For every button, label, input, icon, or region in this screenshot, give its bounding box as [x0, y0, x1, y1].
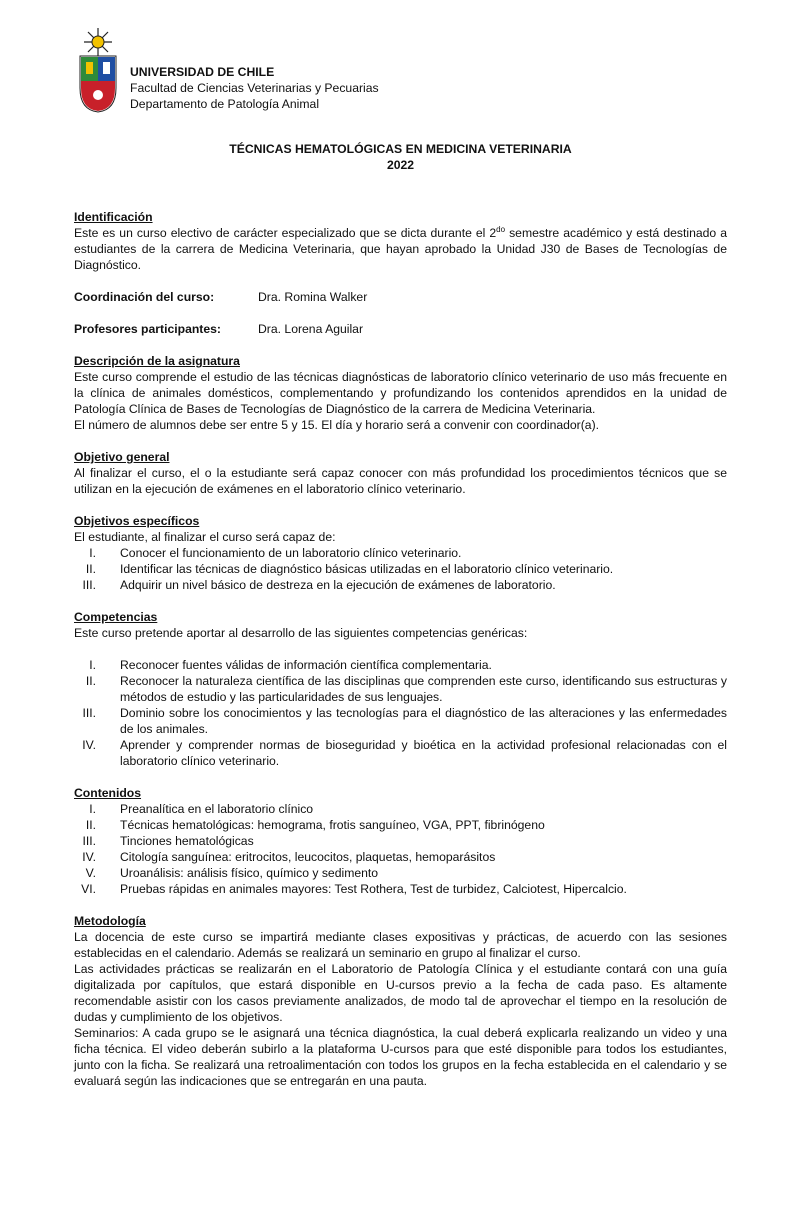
coordinacion-row: [74, 289, 727, 305]
section-text: Las actividades prácticas se realizarán en el Laboratorio de Patología Clínica y el estudiante contará con una guía digitalizada por capítulos, que estará disponible en U-cursos previo a la fecha de cada paso. Es altamente recomendable asistir con los casos previamente analizados, de modo tal de aprovechar el tiempo en la resolución de dudas y cumplimiento de los objetivos.: [74, 962, 727, 1024]
section-heading: Metodología: [74, 914, 146, 928]
list-item: II. Identificar las técnicas de diagnóstico básicas utilizadas en el laboratorio clínico veterinario.: [85, 562, 614, 576]
profesores-row: [74, 321, 727, 337]
profesores-value: Dra. Lorena Aguilar: [258, 322, 364, 336]
section-identificacion: [74, 209, 727, 273]
document-header: [74, 26, 727, 126]
competencias-list: [74, 657, 727, 769]
list-item: IV. Aprender y comprender normas de bioseguridad y bioética en la actividad profesional relacionadas con el laboratorio clínico veterinario.: [82, 738, 727, 768]
section-text: El número de alumnos debe ser entre 5 y 15. El día y horario será a convenir con coordinador(a).: [74, 418, 600, 432]
section-objetivo-general: [74, 449, 727, 497]
section-competencias: [74, 609, 727, 769]
list-item: II. Técnicas hematológicas: hemograma, frotis sanguíneo, VGA, PPT, fibrinógeno: [85, 818, 545, 832]
section-objetivos-especificos: [74, 513, 727, 593]
section-text: Este es un curso electivo de carácter especializado que se dicta durante el $2^{do}$ semestre académico y está destinado a estudiantes de la carrera de Medicina Veterinaria, que hayan aprobado la Unidad J30 de Bases de Tecnologías de Diagnóstico.: [74, 224, 727, 272]
section-heading: Identificación: [74, 210, 153, 224]
list-item: III. Adquirir un nivel básico de destreza en la ejecución de exámenes de laboratorio.: [82, 578, 556, 592]
faculty-name: Facultad de Ciencias Veterinarias y Pecuarias: [130, 81, 379, 95]
contenidos-list: [74, 801, 727, 897]
section-heading: Competencias: [74, 610, 158, 624]
course-year: 2022: [386, 158, 415, 172]
section-text: Al finalizar el curso, el o la estudiante será capaz conocer con más profundidad los procedimientos técnicos que se utilizan en la ejecución de exámenes en el laboratorio clínico veterinario.: [74, 466, 727, 496]
section-contenidos: [74, 785, 727, 897]
list-item: III. Tinciones hematológicas: [82, 834, 254, 848]
list-item: IV. Citología sanguínea: eritrocitos, leucocitos, plaquetas, hemoparásitos: [82, 850, 496, 864]
list-item: II. Reconocer la naturaleza científica de las disciplinas que comprenden este curso, identificando sus estructuras y métodos de estudio y las particularidades de sus lenguajes.: [85, 674, 727, 704]
profesores-label: Profesores participantes:: [74, 322, 221, 336]
document-page: [74, 26, 727, 1089]
course-title: TÉCNICAS HEMATOLÓGICAS EN MEDICINA VETERINARIA: [229, 142, 572, 156]
section-heading: Descripción de la asignatura: [74, 354, 240, 368]
institution-block: [130, 64, 379, 112]
section-heading: Contenidos: [74, 786, 142, 800]
list-item: III. Dominio sobre los conocimientos y las tecnologías para el diagnóstico de las alteraciones y las enfermedades de los animales.: [82, 706, 727, 736]
list-item: I. Conocer el funcionamiento de un laboratorio clínico veterinario.: [89, 546, 462, 560]
document-title: [74, 141, 727, 173]
department-name: Departamento de Patología Animal: [130, 97, 320, 111]
list-item: I. Reconocer fuentes válidas de información científica complementaria.: [89, 658, 492, 672]
section-text: El estudiante, al finalizar el curso será capaz de:: [74, 530, 336, 544]
university-crest-logo: [78, 26, 118, 114]
section-descripcion: [74, 353, 727, 433]
section-text: La docencia de este curso se impartirá mediante clases expositivas y prácticas, de acuerdo con las sesiones establecidas en el calendario. Además se realizará un seminario en grupo al finalizar el curso.: [74, 930, 727, 960]
section-metodologia: [74, 913, 727, 1089]
list-item: VI. Pruebas rápidas en animales mayores: Test Rothera, Test de turbidez, Calciotest, Hipercalcio.: [81, 882, 627, 896]
list-item: I. Preanalítica en el laboratorio clínico: [89, 802, 314, 816]
section-text: Seminarios: A cada grupo se le asignará una técnica diagnóstica, la cual deberá explicarla realizando un video y una ficha técnica. El video deberán subirlo a la plataforma U-cursos para que esté disponible para todos los estudiantes, junto con la ficha. Se realizará una retroalimentación con todos los grupos en la fecha establecida en el calendario y se evaluará según las indicaciones que se entregarán en una pauta.: [74, 1026, 727, 1088]
coordinacion-label: Coordinación del curso:: [74, 290, 215, 304]
coordinacion-value: Dra. Romina Walker: [258, 290, 368, 304]
university-name: UNIVERSIDAD DE CHILE: [130, 65, 275, 79]
objetivos-list: [74, 545, 727, 593]
section-text: Este curso pretende aportar al desarrollo de las siguientes competencias genéricas:: [74, 626, 528, 640]
list-item: V. Uroanálisis: análisis físico, químico y sedimento: [85, 866, 379, 880]
section-heading: Objetivo general: [74, 450, 170, 464]
section-heading: Objetivos específicos: [74, 514, 200, 528]
section-text: Este curso comprende el estudio de las técnicas diagnósticas de laboratorio clínico veterinario de uso más frecuente en la clínica de animales domésticos, complementando y profundizando los contenidos aprendidos en la unidad de Patología Clínica de Bases de Tecnologías de Diagnóstico de la carrera de Medicina Veterinaria.: [74, 370, 727, 416]
